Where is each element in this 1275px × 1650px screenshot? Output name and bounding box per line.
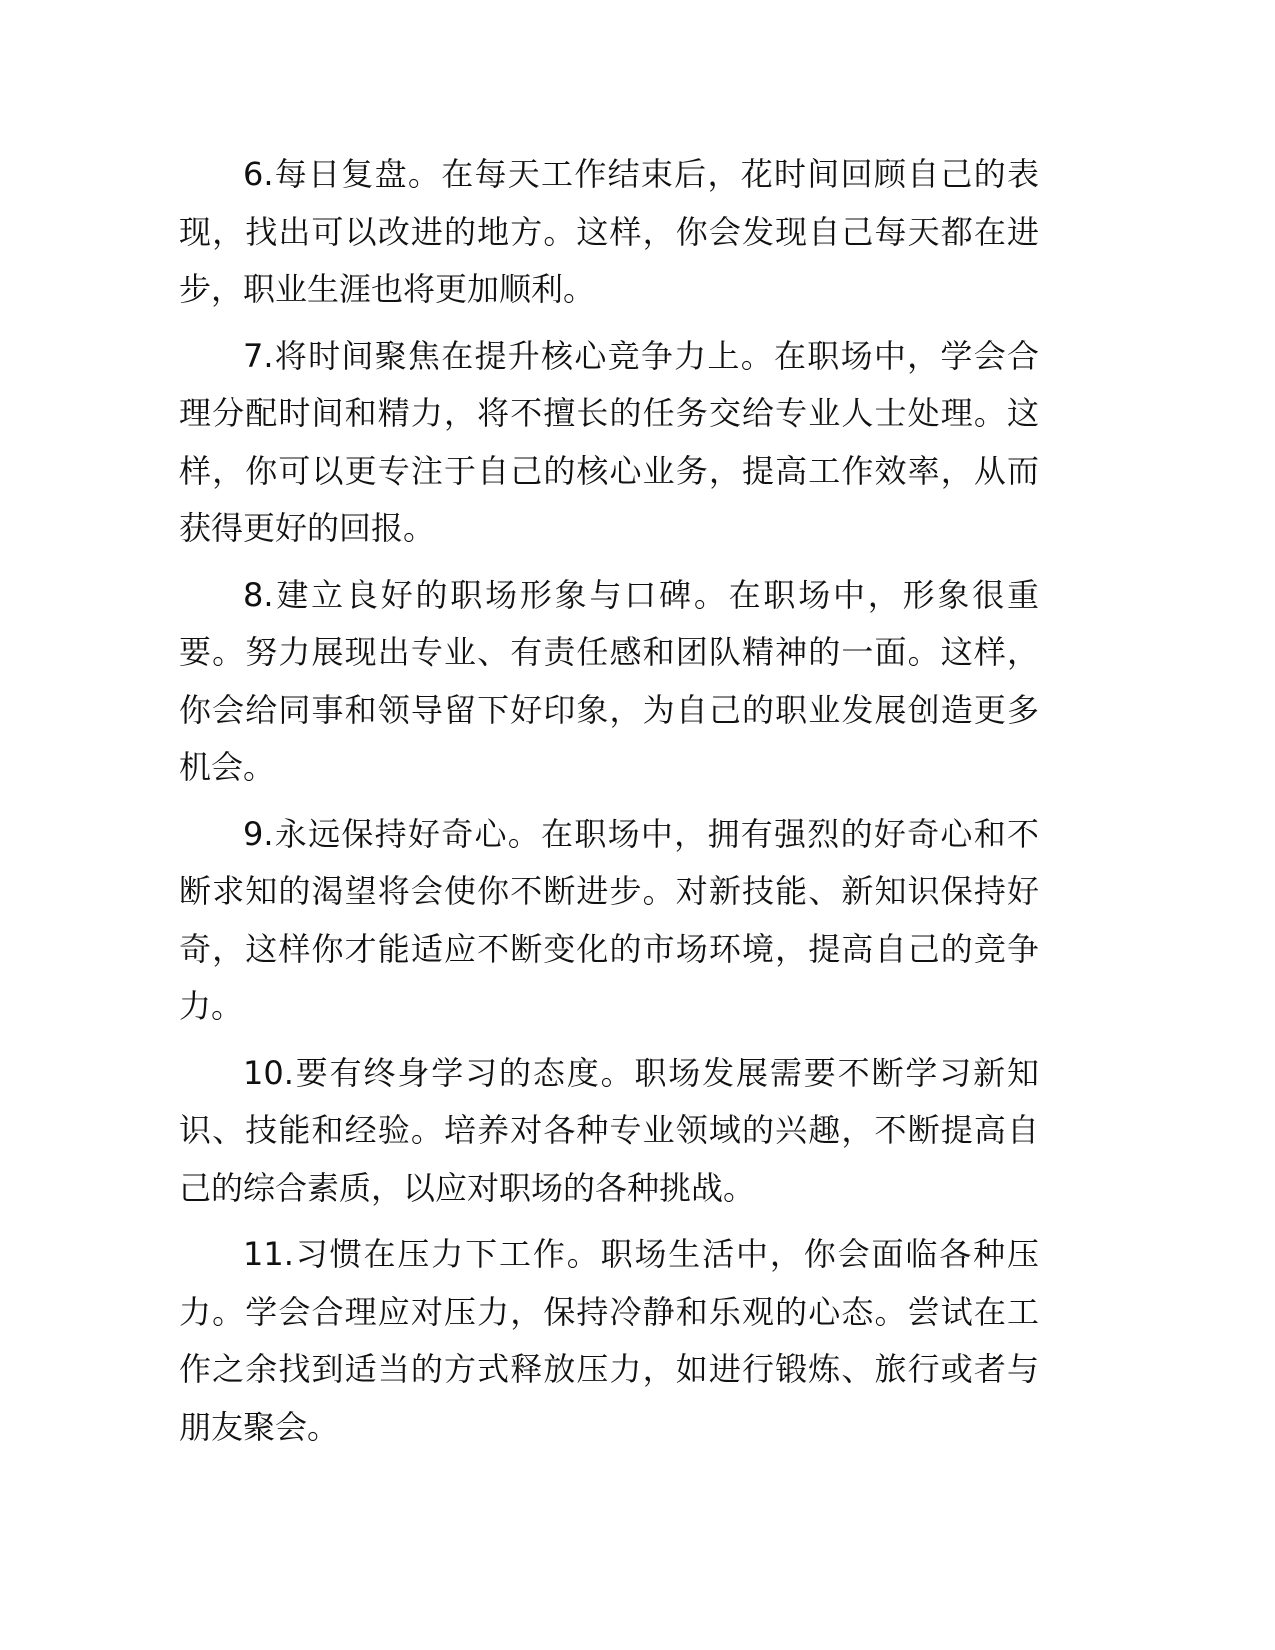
paragraph-tip-9: 9.永远保持好奇心。在职场中，拥有强烈的好奇心和不断求知的渴望将会使你不断进步。对新技能、新知识保持好奇，这样你才能适应不断变化的市场环境，提高自己的竞争力。 bbox=[179, 814, 1039, 1025]
paragraph-tip-8: 8.建立良好的职场形象与口碑。在职场中，形象很重要。努力展现出专业、有责任感和团队精神的一面。这样，你会给同事和领导留下好印象，为自己的职业发展创造更多机会。 bbox=[179, 575, 1039, 786]
paragraph-tip-7: 7.将时间聚焦在提升核心竞争力上。在职场中，学会合理分配时间和精力，将不擅长的任务交给专业人士处理。这样，你可以更专注于自己的核心业务，提高工作效率，从而获得更好的回报。 bbox=[179, 336, 1039, 547]
document-body bbox=[179, 146, 1039, 1465]
paragraph-tip-11: 11.习惯在压力下工作。职场生活中，你会面临各种压力。学会合理应对压力，保持冷静和乐观的心态。尝试在工作之余找到适当的方式释放压力，如进行锻炼、旅行或者与朋友聚会。 bbox=[179, 1235, 1039, 1446]
paragraph-tip-6: 6.每日复盘。在每天工作结束后，花时间回顾自己的表现，找出可以改进的地方。这样，你会发现自己每天都在进步，职业生涯也将更加顺利。 bbox=[179, 155, 1039, 308]
paragraph-tip-10: 10.要有终身学习的态度。职场发展需要不断学习新知识、技能和经验。培养对各种专业领域的兴趣，不断提高自己的综合素质，以应对职场的各种挑战。 bbox=[179, 1053, 1039, 1207]
